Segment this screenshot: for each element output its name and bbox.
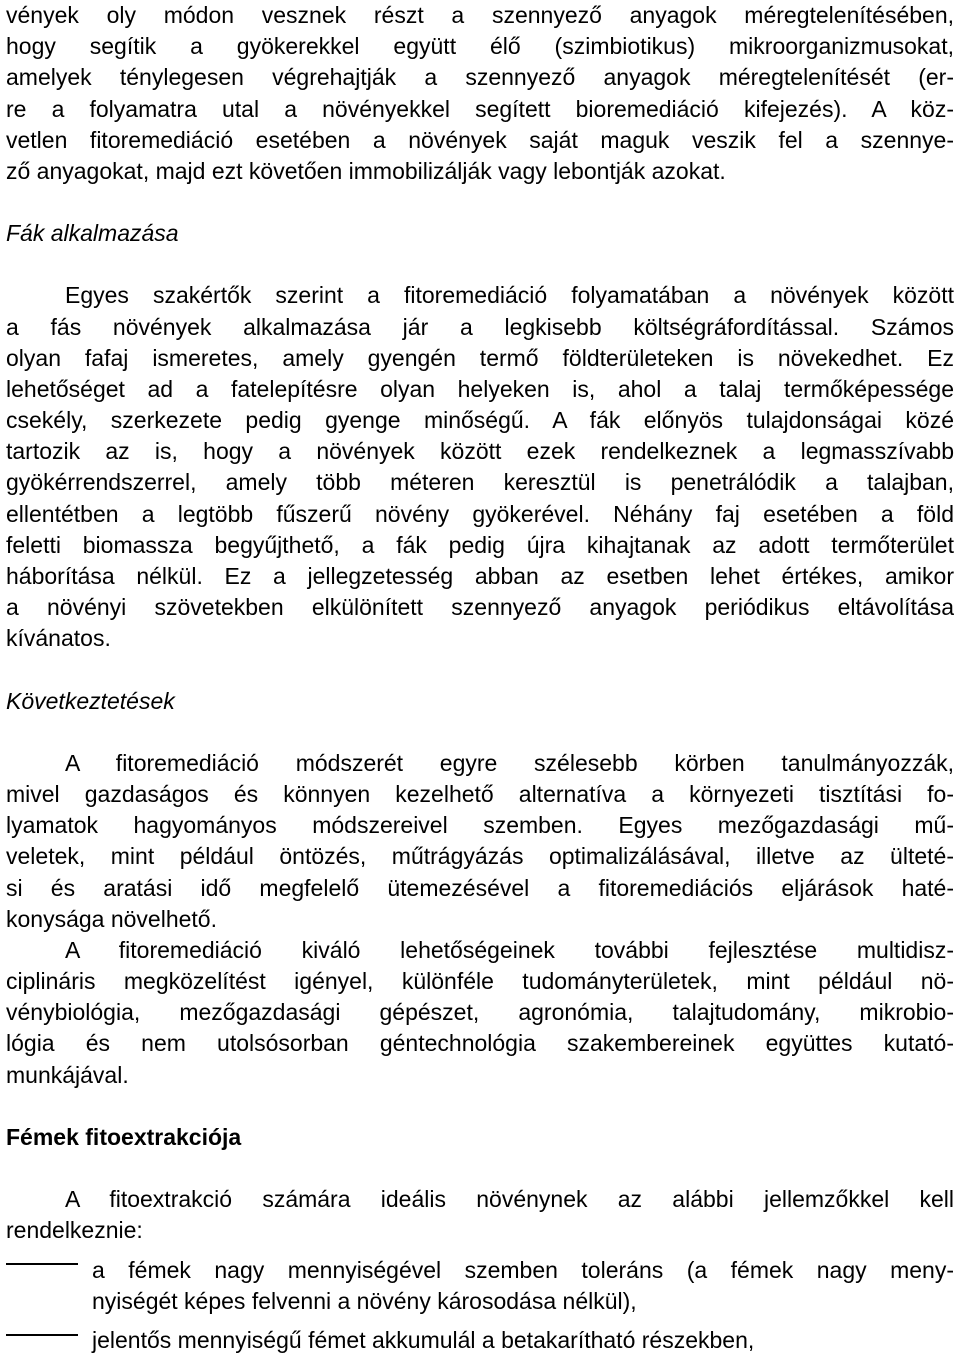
text-line: A fitoremediáció módszerét egyre szélesebb körben tanulmányozzák, [65,749,954,776]
text-line: konysága növelhető. [6,905,217,932]
text-line: amelyek ténylegesen végrehajtják a szennyező anyagok méregtelenítését (er- [6,64,954,91]
text-line: Egyes szakértők szerint a fitoremediáció folyamatában a növények között [65,282,954,309]
bullet-list-item [6,1246,954,1317]
text-line: re a folyamatra utal a növényekkel segített bioremediáció kifejezés). A köz- [6,95,954,122]
text-line: jelentős mennyiségű fémet akkumulál a betakarítható részekben, [92,1327,755,1354]
text-line: olyan fafaj ismeretes, amely gyengén termő földterületeken is növekedhet. Ez [6,344,954,371]
trees-paragraph [6,280,954,654]
text-line: kívánatos. [6,625,111,652]
text-line: feletti biomassza begyűjthető, a fák pedig újra kihajtanak az adott termőterület [6,531,954,558]
text-line: lyamatok hagyományos módszereivel szemben. Egyes mezőgazdasági mű- [6,812,954,839]
text-line: a fémek nagy mennyiségével szemben toleráns (a fémek nagy meny- [92,1256,954,1283]
intro-paragraph [6,0,954,187]
bullet-text [92,1325,954,1356]
text-line: csekély, szerkezete pedig gyenge minőségű. A fák előnyös tulajdonságai közé [6,407,954,434]
section-heading-conclusions: Következtetések [6,687,175,714]
text-line: vények oly módon vesznek részt a szennyező anyagok méregtelenítésében, [6,2,954,28]
metals-paragraph [6,1184,954,1246]
text-line: A fitoextrakció számára ideális növénynek az alábbi jellemzőkkel kell [65,1186,954,1212]
document-page [6,0,954,1356]
text-line: lehetőséget ad a fatelepítésre olyan helyeken is, ahol a talaj termőképessége [6,375,954,402]
text-line: munkájával. [6,1061,129,1088]
section-heading-metals: Fémek fitoextrakciója [6,1123,242,1150]
text-line: veletek, mint például öntözés, műtrágyázás optimalizálásával, illetve az ülteté- [6,843,954,870]
conclusions-paragraph-2 [6,935,954,1091]
text-line: ellentétben a legtöbb fűszerű növény gyökerével. Néhány faj esetében a föld [6,500,954,527]
bullet-list-item [6,1317,954,1356]
section-heading-trees: Fák alkalmazása [6,220,179,247]
text-line: rendelkeznie: [6,1217,143,1244]
dash-bullet-icon [6,1317,92,1348]
text-line: a fás növények alkalmazása jár a legkisebb költségráfordítással. Számos [6,313,954,340]
text-line: gyökérrendszerrel, amely több méteren keresztül is penetrálódik a talajban, [6,469,954,496]
text-line: háborítása nélkül. Ez a jellegzetesség abban az esetben lehet értékes, amikor [6,563,954,589]
text-line: tartozik az is, hogy a növények között ezek rendelkeznek a legmasszívabb [6,438,954,465]
text-line: A fitoremediáció kiváló lehetőségeinek további fejlesztése multidisz- [65,936,954,963]
text-line: vénybiológia, mezőgazdasági gépészet, agronómia, talajtudomány, mikrobio- [6,999,954,1026]
text-line: hogy segítik a gyökerekkel együtt élő (szimbiotikus) mikroorganizmusokat, [6,33,954,60]
conclusions-paragraph-1 [6,748,954,935]
text-line: si és aratási idő megfelelő ütemezésével a fitoremediációs eljárások haté- [6,874,954,901]
text-line: lógia és nem utolsósorban géntechnológia szakembereinek együttes kutató- [6,1030,954,1057]
text-line: ciplináris megközelítést igényel, különféle tudományterületek, mint például nö- [6,968,954,995]
text-line: mivel gazdaságos és könnyen kezelhető alternatíva a környezeti tisztítási fo- [6,780,954,807]
text-line: nyiségét képes felvenni a növény károsodása nélkül), [92,1287,637,1314]
text-line: a növényi szövetekben elkülönített szennyező anyagok periódikus eltávolítása [6,594,954,621]
text-line: ző anyagokat, majd ezt követően immobilizálják vagy lebontják azokat. [6,157,726,184]
bullet-text [92,1255,954,1317]
text-line: vetlen fitoremediáció esetében a növények saját maguk veszik fel a szennye- [6,126,954,153]
dash-bullet-icon [6,1246,92,1277]
